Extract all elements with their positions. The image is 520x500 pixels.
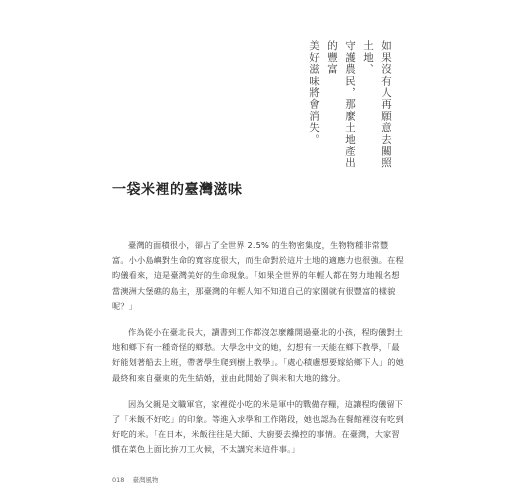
pull-quote-line: 守護農民，那麼土地產出的豐富 (326, 40, 356, 169)
body-paragraph: 臺灣的面積很小，卻占了全世界 2.5% 的生物密集度，生物物種非常豐富。小小島嶼對生命的寬容度很大，而生命對於這片土地的適應力也很強。在程昀儀看來，這是臺灣美好的生命現象。「如果全世界的年輕人都在努力地報名想當澳洲大堡礁的島主，那臺灣的年輕人知不知道自己的家園就有很豐富的樣貌呢？」 (112, 240, 404, 311)
pull-quote (308, 40, 395, 170)
page-number: 018 (112, 476, 125, 484)
page-footer (112, 475, 165, 484)
pull-quote-line: 如果沒有人再願意去關照土地、 (362, 40, 392, 169)
pull-quote-line: 美好滋味將會消失。 (308, 40, 320, 146)
running-title: 臺灣風物 (132, 476, 159, 484)
body-paragraph: 因為父親是文職軍官，家裡從小吃的米是軍中的戰備存糧，這讓程昀儀留下了「米飯不好吃」的印象。等進入求學和工作階段，她也認為在餐館裡沒有吃到好吃的米。「在日本，米飯往往是大師、大廚要去操控的事情。在臺灣，大家習慣在菜色上面比拚刀工火候，不太講究米這件事。」 (112, 398, 404, 455)
body-paragraph: 作為從小在臺北長大，讀書到工作都沒怎麼離開過臺北的小孩，程昀儀對土地和鄉下有一種奇怪的鄉愁。大學念中文的她，幻想有一天能在鄉下教學，「最好能划著船去上班，帶著學生爬到樹上教學」。「處心積慮想要嫁給鄉下人」的她最終和來自臺東的先生結婚，並由此開始了與米和大地的緣分。 (112, 327, 404, 383)
article-body (112, 238, 404, 469)
section-title: 一袋米裡的臺灣滋味 (112, 182, 243, 198)
